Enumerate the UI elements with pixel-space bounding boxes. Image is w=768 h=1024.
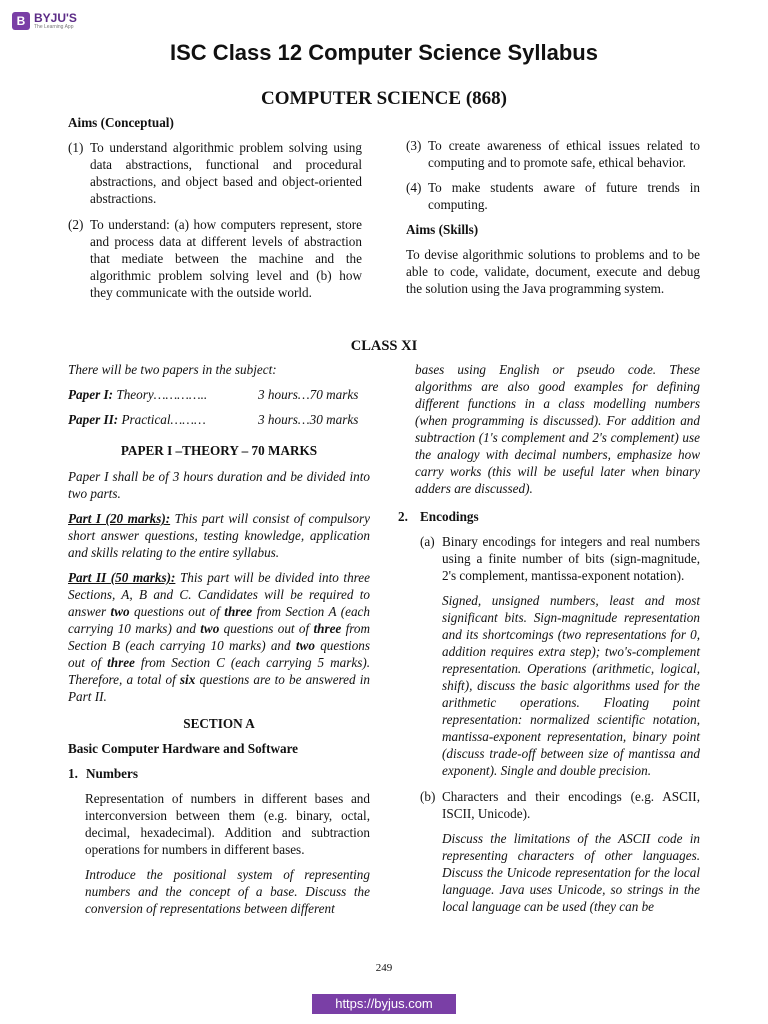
emphasis-two: two [200, 621, 220, 636]
numbers-num: 1. [68, 766, 78, 781]
part-2-text: questions out of [134, 604, 220, 619]
paper-2-name: Practical……… [121, 412, 206, 427]
aims-left-column [68, 114, 362, 301]
paper-1-heading: PAPER I –THEORY – 70 MARKS [120, 443, 318, 458]
aims-skills-heading: Aims (Skills) [406, 222, 479, 237]
hardware-heading: Basic Computer Hardware and Software [68, 741, 299, 756]
aim-number: (2) [68, 217, 84, 232]
logo-text [34, 12, 77, 31]
aim-number: (3) [406, 138, 422, 153]
byjus-logo-icon: B [12, 12, 30, 30]
aim-text: To create awareness of ethical issues related to computing and to promote safe, ethical behavior. [428, 138, 700, 170]
part-2-text: questions out of [223, 621, 310, 636]
encoding-b [420, 788, 700, 822]
aim-text: To understand algorithmic problem solving using data abstractions, functional and procedural abstractions, and object based and object-oriented abstractions. [90, 140, 362, 206]
aim-item-4 [406, 179, 700, 213]
aims-skills-text: To devise algorithmic solutions to problems and to be able to code, validate, document, execute and debug the solution using the Java programming system. [406, 247, 700, 296]
paper-1-name: Theory………….. [116, 387, 208, 402]
aim-text: To make students aware of future trends in computing. [428, 180, 700, 212]
emphasis-three: three [313, 621, 342, 636]
paper-2-value: 3 hours…30 marks [258, 412, 359, 427]
part-2-text: from Section C (each carrying 5 marks). Therefore, a total of [68, 655, 371, 687]
encodings-heading [398, 508, 700, 525]
class-xi-heading: CLASS XI [350, 338, 418, 354]
aim-item-1 [68, 139, 362, 207]
part-1-label: Part I (20 marks): [68, 511, 171, 526]
paper-2-row [68, 411, 370, 428]
encodings-title: Encodings [420, 509, 479, 524]
footer-url-link[interactable]: https://byjus.com [312, 994, 456, 1014]
encoding-b-num: (b) [420, 789, 436, 804]
brand-name: BYJU'S [34, 11, 77, 25]
paper-1-row [68, 386, 370, 403]
aim-item-3 [406, 137, 700, 171]
encodings-num: 2. [398, 509, 408, 524]
numbers-note: Introduce the positional system of representing numbers and the concept of a base. Discuss the conversion of representations between different [85, 867, 370, 916]
encoding-a [420, 533, 700, 584]
part-2-text: from Section B (each carrying 10 marks) and [68, 621, 371, 653]
encoding-b-note: Discuss the limitations of the ASCII code in representing characters of other languages. Discuss the Unicode representation for the local language. Java uses Unicode, so strings in the local language can be used (they can be [442, 831, 700, 914]
aim-number: (4) [406, 180, 422, 195]
brand-tagline: The Learning App [34, 24, 74, 30]
encoding-b-text: Characters and their encodings (e.g. ASCII, ISCII, Unicode). [442, 789, 700, 821]
emphasis-six: six [179, 672, 196, 687]
numbers-note-continued: bases using English or pseudo code. These algorithms are also good examples for defining different functions in a class modelling numbers (when programming is discussed). For addition and subtraction (1's complement and 2's complement) use the analogy with decimal numbers, emphasize how carry works (this will be useful later when binary adders are discussed). [415, 362, 700, 496]
encoding-a-num: (a) [420, 534, 435, 549]
section-a-heading: SECTION A [183, 716, 255, 731]
part-2-text: questions are to be answered in Part II. [68, 672, 371, 704]
byjus-logo [12, 12, 77, 36]
numbers-title: Numbers [86, 766, 139, 781]
numbers-heading [68, 765, 370, 782]
emphasis-two: two [110, 604, 130, 619]
paper-1-label: Paper I: [68, 387, 114, 402]
part-1-text: This part will consist of compulsory short answer questions, testing knowledge, application and skills relating to the entire syllabus. [68, 511, 371, 560]
part-1-description [68, 510, 370, 561]
emphasis-three: three [224, 604, 253, 619]
paper-1-description: Paper I shall be of 3 hours duration and be divided into two parts. [68, 469, 370, 501]
encoding-a-note: Signed, unsigned numbers, least and most significant bits. Sign-magnitude representation and its shortcomings (two representations for 0, addition requires extra step); two's-complement representation. Operations (arithmetic, logical, shift), discuss the basic algorithms used for the arithmetic operations. Floating point representation: normalized scientific notation, mantissa-exponent representation, binary point (discuss trade-off between size of mantissa and exponent). Single and double precision. [442, 593, 700, 778]
part-2-text: This part will be divided into three Sections, A, B and C. Candidates will be required to answer [68, 570, 371, 619]
papers-intro: There will be two papers in the subject: [68, 362, 277, 377]
class-xi-right-column [398, 361, 700, 923]
emphasis-three: three [107, 655, 135, 670]
aim-number: (1) [68, 140, 84, 155]
numbers-text: Representation of numbers in different bases and interconversion between them (e.g. binary, octal, decimal, hexadecimal). Addition and subtraction operations for numbers in different bases. [85, 791, 370, 857]
part-2-text: from Section A (each carrying 10 marks) and [68, 604, 370, 636]
aim-item-2 [68, 216, 362, 301]
part-2-text: questions out of [68, 638, 371, 670]
aims-right-column [406, 137, 700, 305]
paper-1-value: 3 hours…70 marks [258, 387, 359, 402]
part-2-label: Part II (50 marks): [68, 570, 176, 585]
paper-2-label: Paper II: [68, 412, 119, 427]
part-2-description [68, 569, 370, 705]
page-number: 249 [375, 962, 393, 974]
aims-conceptual-heading: Aims (Conceptual) [68, 115, 174, 130]
aim-text: To understand: (a) how computers represent, store and process data at different levels of abstraction that mediate between the machine and the algorithmic problem solving level and (b) how they communicate with the outside world. [90, 217, 362, 300]
page-title: ISC Class 12 Computer Science Syllabus [170, 40, 598, 65]
class-xi-left-column [68, 361, 370, 925]
encoding-a-text: Binary encodings for integers and real numbers using a finite number of bits (sign-magnitude, 2's complement, mantissa-exponent notation). [442, 534, 700, 583]
emphasis-two: two [295, 638, 315, 653]
subject-title: COMPUTER SCIENCE (868) [261, 88, 507, 109]
